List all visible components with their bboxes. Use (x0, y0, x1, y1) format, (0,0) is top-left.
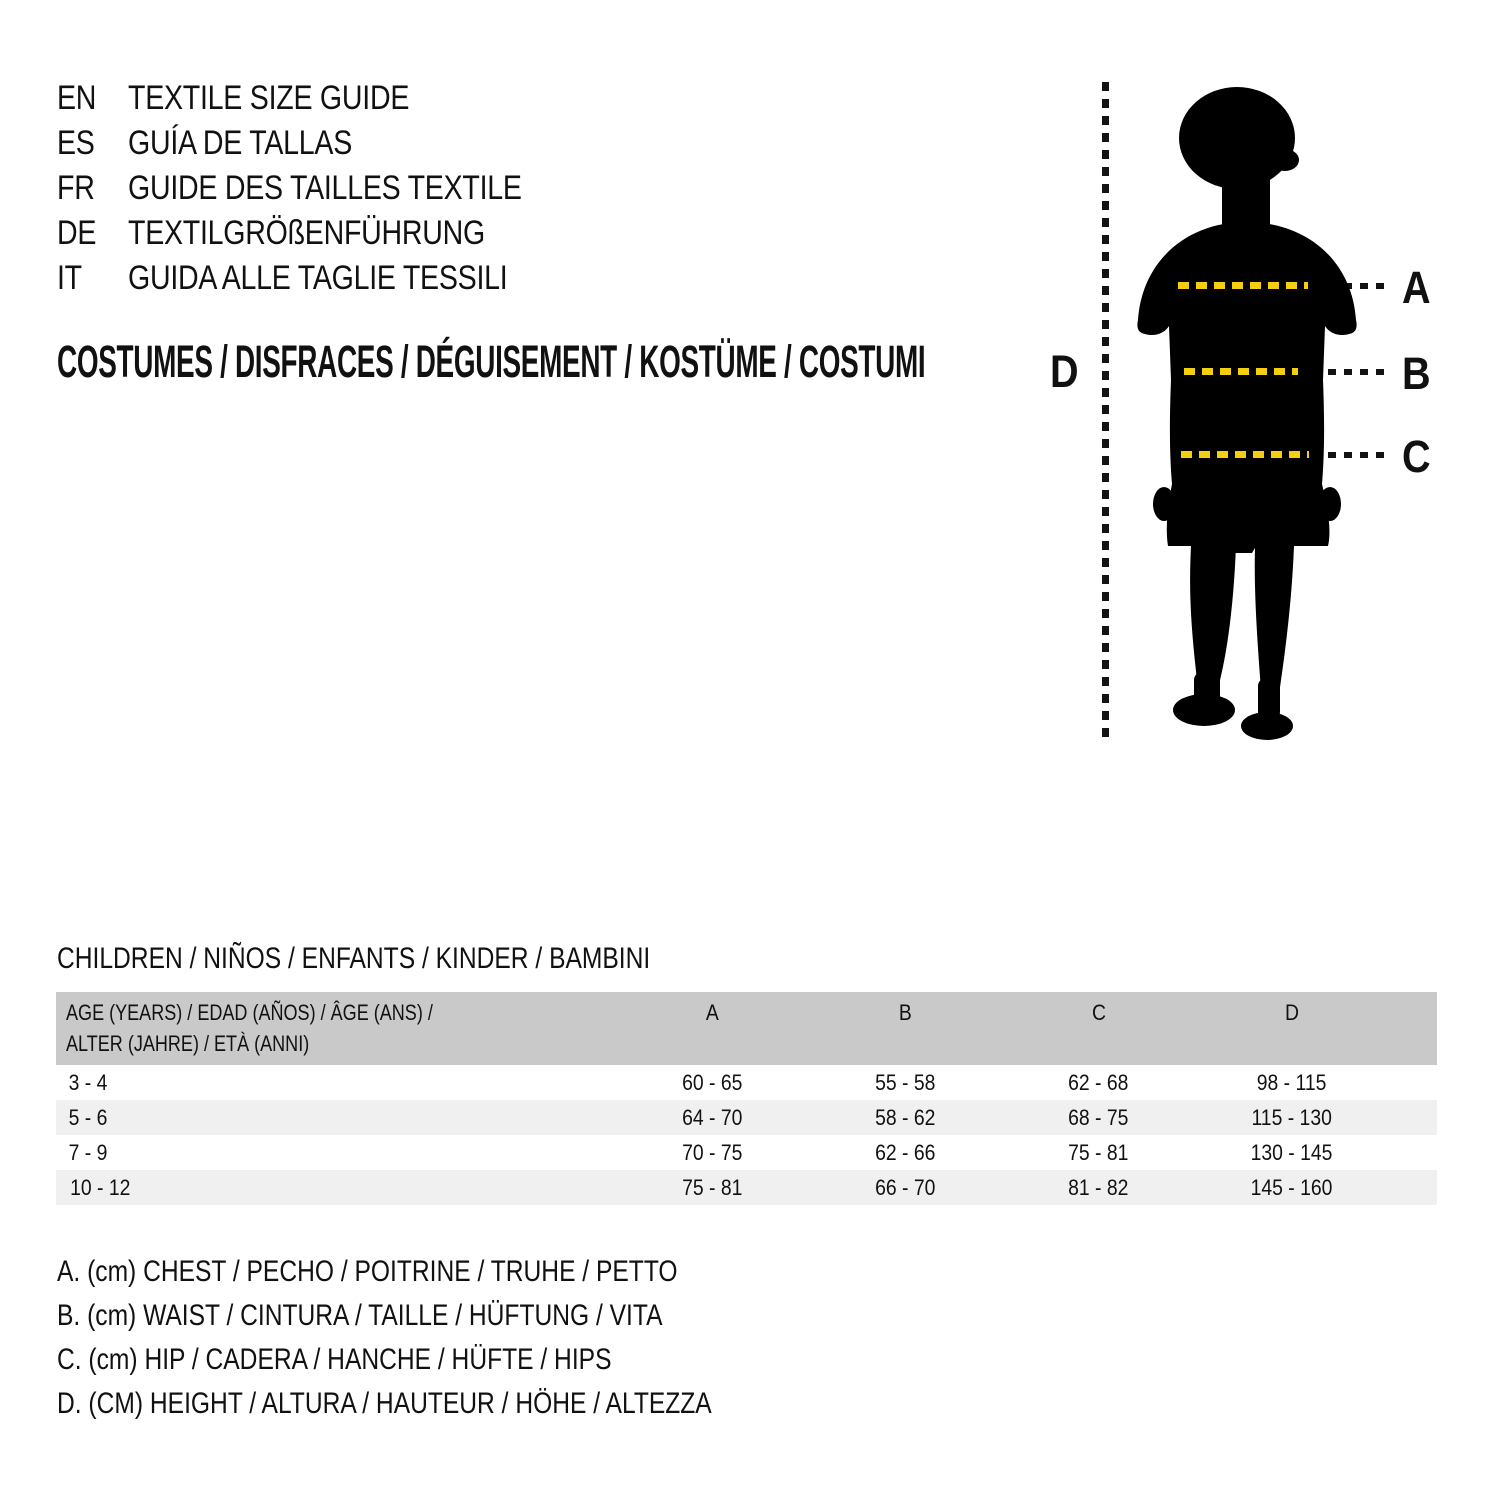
chest-cell: 64 - 70 (681, 1104, 743, 1130)
language-list (57, 76, 597, 301)
chest-cell: 75 - 81 (681, 1174, 743, 1200)
language-title: TEXTILE SIZE GUIDE (128, 79, 410, 117)
age-cell: 3 - 4 (68, 1069, 108, 1095)
height-label: D (1049, 346, 1079, 397)
column-header-d: D (1284, 1000, 1299, 1025)
table-row (56, 1100, 1437, 1135)
legend-item-waist: B. (cm) WAIST / CINTURA / TAILLE / HÜFTUNG / VITA (57, 1299, 663, 1332)
column-header-a: A (705, 1000, 719, 1025)
table-row (56, 1065, 1437, 1100)
category-heading: COSTUMES / DISFRACES / DÉGUISEMENT / KOSTÜME / COSTUMI (57, 336, 926, 387)
children-section-title: CHILDREN / NIÑOS / ENFANTS / KINDER / BAMBINI (57, 942, 651, 975)
height-cell: 145 - 160 (1251, 1174, 1333, 1200)
column-header-b: B (898, 1000, 912, 1025)
table-row (56, 1135, 1437, 1170)
language-code: EN (57, 79, 97, 117)
legend-item-hip: C. (cm) HIP / CADERA / HANCHE / HÜFTE / HIPS (57, 1343, 612, 1376)
hip-cell: 75 - 81 (1068, 1139, 1129, 1165)
age-cell: 7 - 9 (68, 1139, 108, 1165)
language-row (57, 211, 597, 256)
language-title: TEXTILGRÖßENFÜHRUNG (128, 214, 485, 252)
language-title: GUIDE DES TAILLES TEXTILE (128, 169, 522, 207)
size-table-header-row (56, 992, 1437, 1065)
chest-cell: 60 - 65 (681, 1069, 743, 1095)
hip-measure-line (1181, 451, 1309, 458)
language-code: DE (57, 214, 97, 252)
language-code: FR (57, 169, 95, 207)
language-row (57, 166, 597, 211)
legend-item-height: D. (CM) HEIGHT / ALTURA / HAUTEUR / HÖHE / ALTEZZA (57, 1387, 712, 1420)
language-row (57, 121, 597, 166)
language-code: ES (57, 124, 95, 162)
language-title: GUIDA ALLE TAGLIE TESSILI (128, 259, 508, 297)
legend-item-chest: A. (cm) CHEST / PECHO / POITRINE / TRUHE / PETTO (57, 1255, 678, 1288)
chest-marker-label: A (1401, 262, 1431, 313)
height-cell: 130 - 145 (1251, 1139, 1333, 1165)
language-row (57, 256, 597, 301)
age-cell: 10 - 12 (70, 1174, 131, 1200)
hip-cell: 81 - 82 (1068, 1174, 1129, 1200)
height-dashed-line (1102, 82, 1109, 742)
table-row (56, 1170, 1437, 1205)
column-header-c: C (1091, 1000, 1106, 1025)
age-column-header: AGE (YEARS) / EDAD (AÑOS) / ÂGE (ANS) / ALTER (JAHRE) / ETÀ (ANNI) (66, 1000, 433, 1056)
chest-measure-line (1178, 282, 1308, 289)
hip-marker-label: C (1401, 431, 1431, 482)
height-cell: 115 - 130 (1251, 1104, 1333, 1130)
language-code: IT (57, 259, 82, 297)
waist-cell: 55 - 58 (875, 1069, 936, 1095)
age-cell: 5 - 6 (68, 1104, 108, 1130)
hip-cell: 62 - 68 (1068, 1069, 1129, 1095)
language-row (57, 76, 597, 121)
chest-cell: 70 - 75 (681, 1139, 743, 1165)
child-silhouette (1128, 80, 1388, 742)
waist-marker-label: B (1401, 348, 1431, 399)
measurement-legend (57, 1250, 855, 1426)
header-spacer (1389, 992, 1437, 1065)
waist-cell: 66 - 70 (875, 1174, 936, 1200)
waist-cell: 62 - 66 (875, 1139, 936, 1165)
waist-measure-line (1184, 368, 1298, 375)
height-cell: 98 - 115 (1257, 1069, 1327, 1095)
hip-cell: 68 - 75 (1068, 1104, 1129, 1130)
language-title: GUÍA DE TALLAS (128, 124, 352, 162)
waist-cell: 58 - 62 (875, 1104, 936, 1130)
size-table (56, 992, 1437, 1205)
